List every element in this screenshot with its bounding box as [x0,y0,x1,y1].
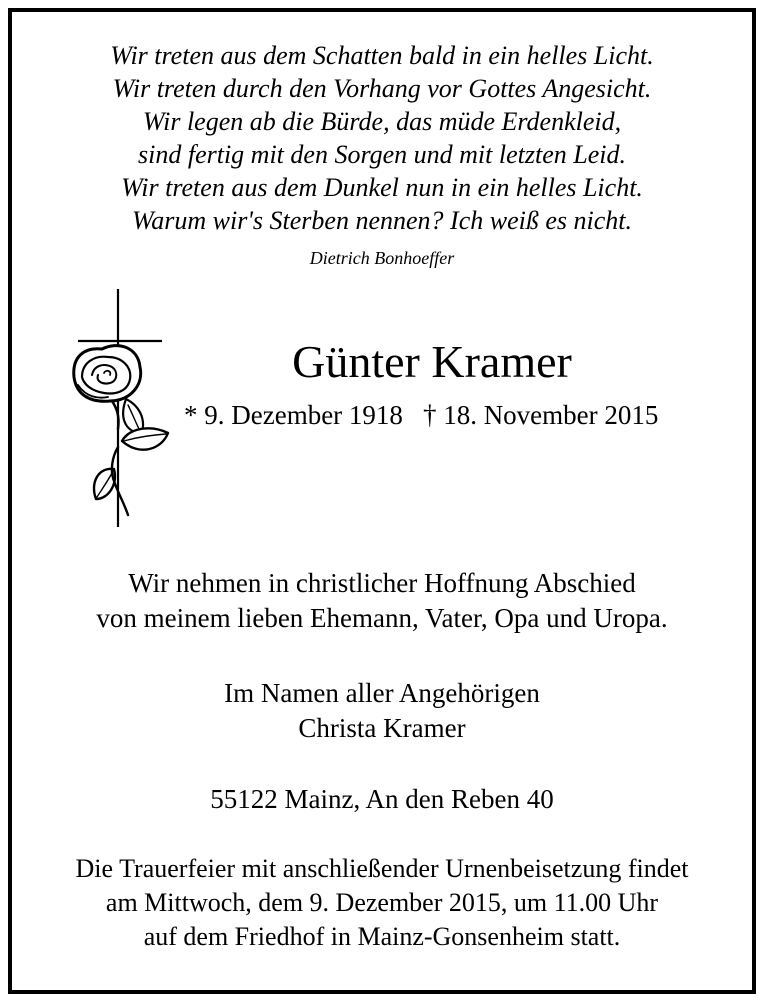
poem-line: Warum wir's Sterben nennen? Ich weiß es nicht. [132,206,632,235]
birth-date: * 9. Dezember 1918 [184,400,403,430]
farewell-line: Wir nehmen in christlicher Hoffnung Abschied [128,568,636,598]
service-info [12,852,752,954]
poem-line: Wir legen ab die Bürde, das müde Erdenkleid, [142,107,622,136]
signature-line: Im Namen aller Angehörigen [224,678,540,708]
life-dates [184,400,744,431]
deceased-name: Günter Kramer [292,336,572,387]
service-line: auf dem Friedhof in Mainz-Gonsenheim statt. [143,922,621,951]
poem-author: Dietrich Bonhoeffer [309,248,455,268]
poem-line: Wir treten durch den Vorhang vor Gottes Angesicht. [112,74,652,103]
rose-icon [74,346,168,515]
obituary-frame [8,8,756,994]
address: 55122 Mainz, An den Reben 40 [210,784,554,814]
farewell-text [12,566,752,636]
cross-rose-emblem [68,277,178,527]
death-date: † 18. November 2015 [422,400,659,430]
poem-line: Wir treten aus dem Dunkel nun in ein helles Licht. [121,173,643,202]
farewell-line: von meinem lieben Ehemann, Vater, Opa und Uropa. [96,603,668,633]
signature-name: Christa Kramer [298,713,466,743]
service-line: Die Trauerfeier mit anschließender Urnenbeisetzung findet [75,854,689,883]
signature [12,676,752,746]
poem-line: Wir treten aus dem Schatten bald in ein helles Licht. [110,41,654,70]
poem [12,39,752,237]
poem-line: sind fertig mit den Sorgen und mit letzten Leid. [138,140,626,169]
cross-icon [78,289,162,527]
service-line: am Mittwoch, dem 9. Dezember 2015, um 11.00 Uhr [105,888,659,917]
